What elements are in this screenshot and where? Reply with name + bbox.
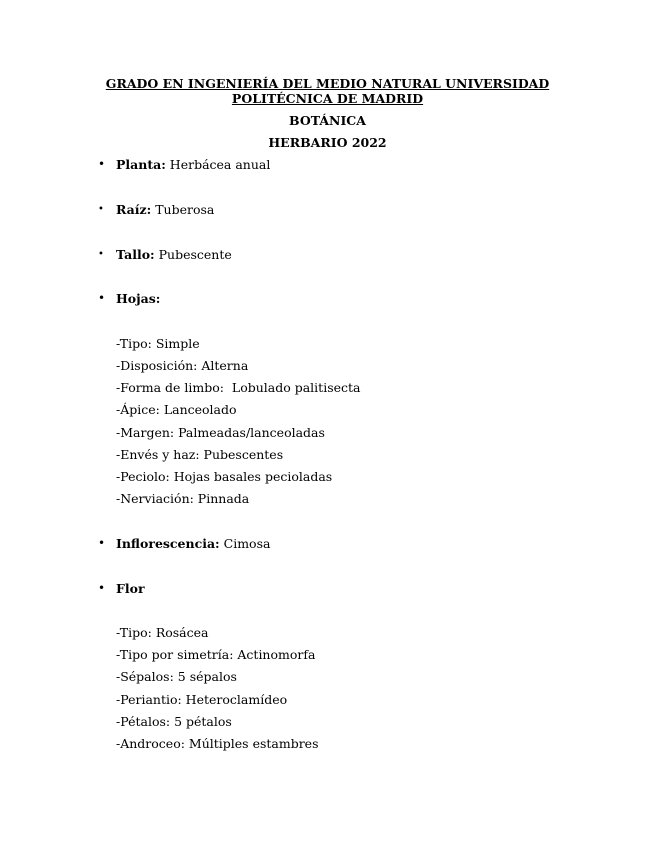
item-planta [116, 157, 270, 172]
bullet-icon: • [98, 249, 104, 260]
flor-detail: -Pétalos: 5 pétalos [116, 714, 232, 729]
hojas-detail: -Ápice: Lanceolado [116, 402, 237, 417]
flor-detail: -Tipo por simetría: Actinomorfa [116, 647, 316, 662]
bullet-icon: • [98, 581, 106, 595]
item-value: Pubescente [154, 247, 232, 262]
bullet-icon: • [98, 536, 106, 550]
hojas-detail: -Tipo: Simple [116, 336, 200, 351]
subject-heading: BOTÁNICA [289, 113, 366, 128]
hojas-detail: -Nerviación: Pinnada [116, 491, 250, 506]
item-label: Hojas: [116, 291, 161, 306]
item-label: Flor [116, 581, 145, 596]
item-raiz [116, 202, 214, 217]
item-tallo [116, 247, 232, 262]
item-label: Inflorescencia: [116, 536, 220, 551]
title-line-2: POLITÉCNICA DE MADRID [231, 91, 424, 106]
item-label: Tallo: [116, 247, 155, 262]
bullet-icon: • [98, 157, 106, 171]
item-value: Tuberosa [151, 202, 215, 217]
flor-detail: -Periantio: Heteroclamídeo [116, 692, 288, 707]
hojas-detail: -Forma de limbo: Lobulado palitisecta [116, 380, 361, 395]
herbario-heading: HERBARIO 2022 [268, 135, 387, 150]
flor-detail: -Tipo: Rosácea [116, 625, 209, 640]
bullet-icon: • [98, 291, 106, 305]
item-value: Herbácea anual [165, 157, 271, 172]
item-label: Raíz: [116, 202, 152, 217]
hojas-detail: -Peciolo: Hojas basales pecioladas [116, 469, 333, 484]
hojas-detail: -Envés y haz: Pubescentes [116, 447, 284, 462]
hojas-detail: -Margen: Palmeadas/lanceoladas [116, 425, 325, 440]
item-hojas [116, 291, 160, 306]
item-value: Cimosa [219, 536, 271, 551]
bullet-icon: • [98, 204, 104, 215]
flor-detail: -Sépalos: 5 sépalos [116, 669, 237, 684]
hojas-detail: -Disposición: Alterna [116, 358, 249, 373]
item-label: Planta: [116, 157, 166, 172]
flor-detail: -Androceo: Múltiples estambres [116, 736, 319, 751]
item-inflorescencia [116, 536, 270, 551]
item-flor [116, 581, 145, 596]
title-line-1: GRADO EN INGENIERÍA DEL MEDIO NATURAL UNIVERSIDAD [105, 76, 550, 91]
